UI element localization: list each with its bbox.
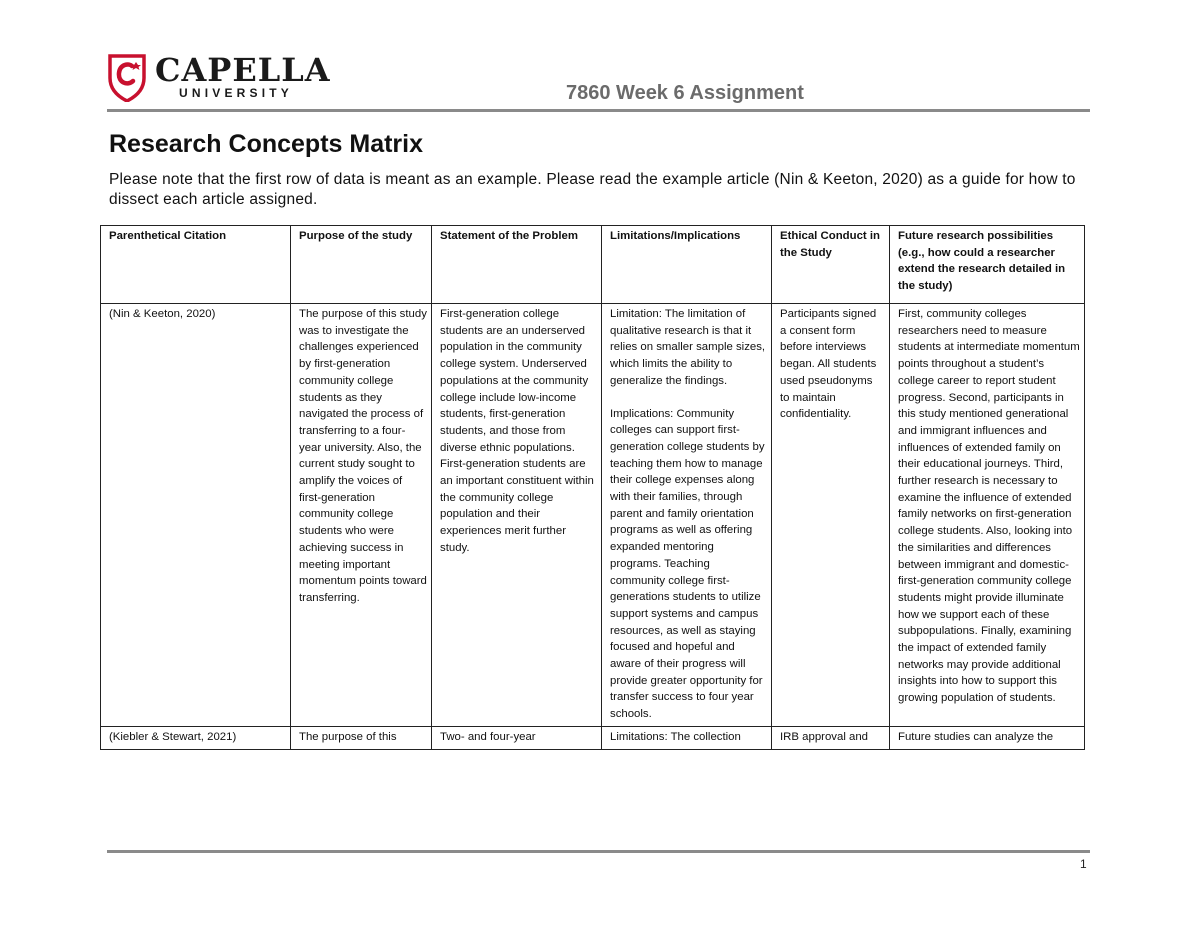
future-research-cell: Future studies can analyze the	[890, 726, 1085, 749]
header-divider	[107, 109, 1090, 112]
problem-cell: Two- and four-year	[432, 726, 602, 749]
column-header: Limitations/Implications	[602, 226, 772, 304]
citation-cell: (Nin & Keeton, 2020)	[101, 304, 291, 727]
future-research-cell: First, community colleges researchers need to measure students at intermediate momentum points throughout a student’s college career to report student progress. Second, participants in this study mentioned generational and immigrant influences and influences of extended family on their educational journeys. Third, further research is necessary to examine the influence of extended family networks on first-generation college students. Also, looking into the similarities and differences between immigrant and domestic-first-generation community college students might provide illuminate how we support each of these subpopulations. Finally, examining the impact of extended family networks may provide additional insights into how to support this growing population of students.	[890, 304, 1085, 727]
purpose-cell: The purpose of this	[291, 726, 432, 749]
limitations-cell: Limitations: The collection	[602, 726, 772, 749]
column-header: Statement of the Problem	[432, 226, 602, 304]
table-row	[101, 304, 1085, 727]
intro-paragraph: Please note that the first row of data is meant as an example. Please read the example article (Nin & Keeton, 2020) as a guide for how to dissect each article assigned.	[109, 171, 1076, 208]
document-title: 7860 Week 6 Assignment	[566, 82, 804, 104]
column-header: Future research possibilities (e.g., how could a researcher extend the research detailed in the study)	[890, 226, 1085, 304]
column-header: Ethical Conduct in the Study	[772, 226, 890, 304]
page-heading: Research Concepts Matrix	[109, 130, 424, 158]
ethics-cell: Participants signed a consent form before interviews began. All students used pseudonyms to maintain confidentiality.	[772, 304, 890, 727]
table-header-row	[101, 226, 1085, 304]
table-row	[101, 726, 1085, 749]
purpose-cell: The purpose of this study was to investigate the challenges experienced by first-generation community college students as they navigated the process of transferring to a four-year university. Also, the current study sought to amplify the voices of first-generation community college students who were achieving success in meeting important momentum points toward transferring.	[291, 304, 432, 727]
capella-logo	[107, 52, 337, 104]
citation-cell: (Kiebler & Stewart, 2021)	[101, 726, 291, 749]
brand-name: CAPELLA	[155, 51, 331, 89]
column-header: Purpose of the study	[291, 226, 432, 304]
ethics-cell: IRB approval and	[772, 726, 890, 749]
page-number: 1	[1080, 857, 1087, 871]
implications-text: Implications: Community colleges can support first-generation college students by teaching them how to manage their college expenses along with their families, through parent and family orientation programs as well as offering expanded mentoring programs. Teaching community college first-generations students to utilize support systems and campus resources, as well as staying focused and hopeful and aware of their progress will provide greater opportunity for transfer success to four year schools.	[610, 407, 765, 721]
problem-cell: First-generation college students are an underserved population in the community college system. Underserved populations at the community college include low-income students, first-generation students, and those from diverse ethnic populations. First-generation students are an important constituent within the community college population and their experiences merit further study.	[432, 304, 602, 727]
brand-subtitle: UNIVERSITY	[179, 86, 294, 100]
footer-divider	[107, 850, 1090, 853]
capella-shield-icon	[107, 52, 147, 102]
research-concepts-table	[100, 225, 1085, 750]
limitations-text: Limitation: The limitation of qualitative research is that it relies on smaller sample sizes, which limits the ability to generalize the findings.	[610, 308, 766, 387]
limitations-cell	[602, 304, 772, 727]
column-header: Parenthetical Citation	[101, 226, 291, 304]
